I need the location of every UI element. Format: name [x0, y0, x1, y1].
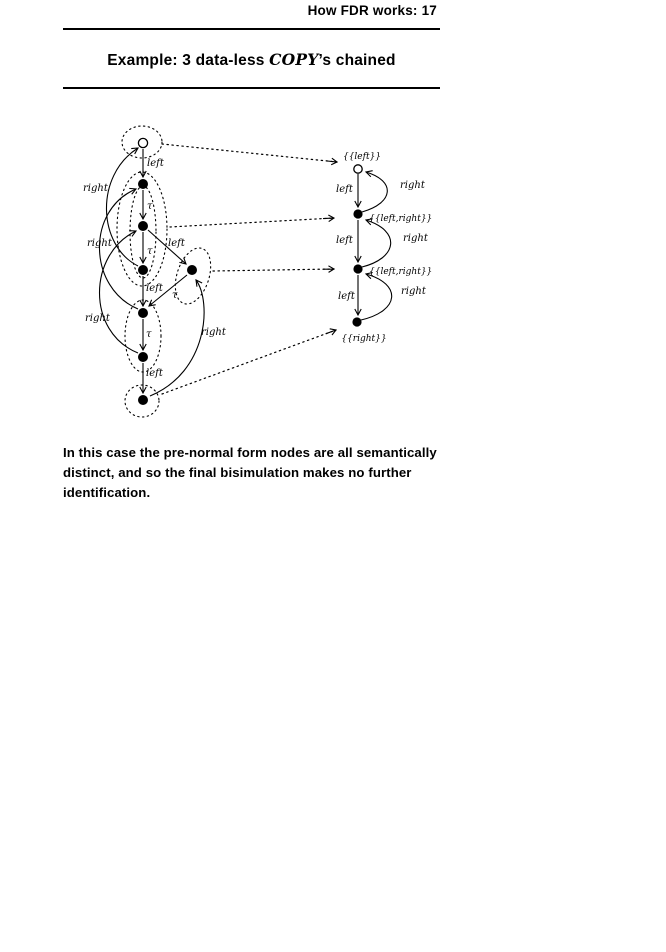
bisim-arrow-1	[162, 144, 337, 162]
body-line-2: distinct, and so the final bisimulation makes no further	[63, 465, 412, 480]
bisim-arrow-4	[162, 330, 336, 394]
equivalence-class-ellipses	[117, 126, 217, 417]
edge-label-right: right	[83, 183, 108, 194]
nf-edge-label-right: right	[401, 286, 426, 297]
edge-label-right: right	[85, 313, 110, 324]
nf-edge-label-left: left	[336, 184, 353, 195]
slide-title-math: COPY	[269, 50, 319, 69]
machine-node-final	[138, 395, 148, 405]
nf-node-right	[352, 317, 361, 326]
bisim-arrow-3	[213, 269, 334, 271]
machine-node-6	[138, 352, 148, 362]
edge-label-left: left	[146, 368, 163, 379]
body-paragraph	[63, 443, 453, 503]
nf-node-label-4: {{right}}	[341, 334, 387, 344]
nf-node-label-2: {{left,right}}	[369, 214, 433, 224]
edge-label-branch-left: left	[168, 238, 185, 249]
machine-node-branch	[187, 265, 197, 275]
bisim-arrow-2	[170, 218, 334, 227]
nf-edge-right-3	[361, 274, 392, 320]
body-line-3: identification.	[63, 485, 151, 500]
nf-node-label-3: {{left,right}}	[369, 267, 433, 277]
machine-node-5	[138, 308, 148, 318]
machine-node-4	[138, 265, 148, 275]
nf-edge-label-left: left	[338, 291, 355, 302]
edge-label-tau: τ	[147, 246, 153, 257]
slide-title-suffix: ’s chained	[318, 52, 396, 69]
nf-edge-right-2	[362, 220, 391, 267]
machine-node-initial	[138, 138, 147, 147]
machine-edge-labels	[83, 158, 227, 379]
body-line-1: In this case the pre-normal form nodes are all semantically	[63, 445, 437, 460]
normal-form-edges	[358, 172, 392, 320]
edge-label-branch-tau: τ	[172, 290, 178, 301]
edge-label-left: left	[147, 158, 164, 169]
nf-edge-right-1	[362, 172, 387, 212]
nf-node-leftright-1	[353, 209, 362, 218]
edge-label-tau: τ	[147, 201, 153, 212]
edge-label-right: right	[87, 238, 112, 249]
machine-node-2	[138, 179, 148, 189]
machine-node-3	[138, 221, 148, 231]
edge-label-right: right	[201, 327, 226, 338]
normal-form-labels	[336, 152, 432, 344]
nf-edge-label-right: right	[403, 233, 428, 244]
nf-node-left	[354, 165, 362, 173]
page-header: How FDR works: 17	[307, 3, 437, 18]
nf-edge-label-left: left	[336, 235, 353, 246]
slide-title-prefix: Example: 3 data-less	[107, 52, 270, 69]
edge-label-left: left	[146, 283, 163, 294]
nf-node-leftright-2	[353, 264, 362, 273]
nf-edge-label-right: right	[400, 180, 425, 191]
edge-label-tau: τ	[146, 329, 152, 340]
nf-node-label-1: {{left}}	[342, 152, 382, 162]
